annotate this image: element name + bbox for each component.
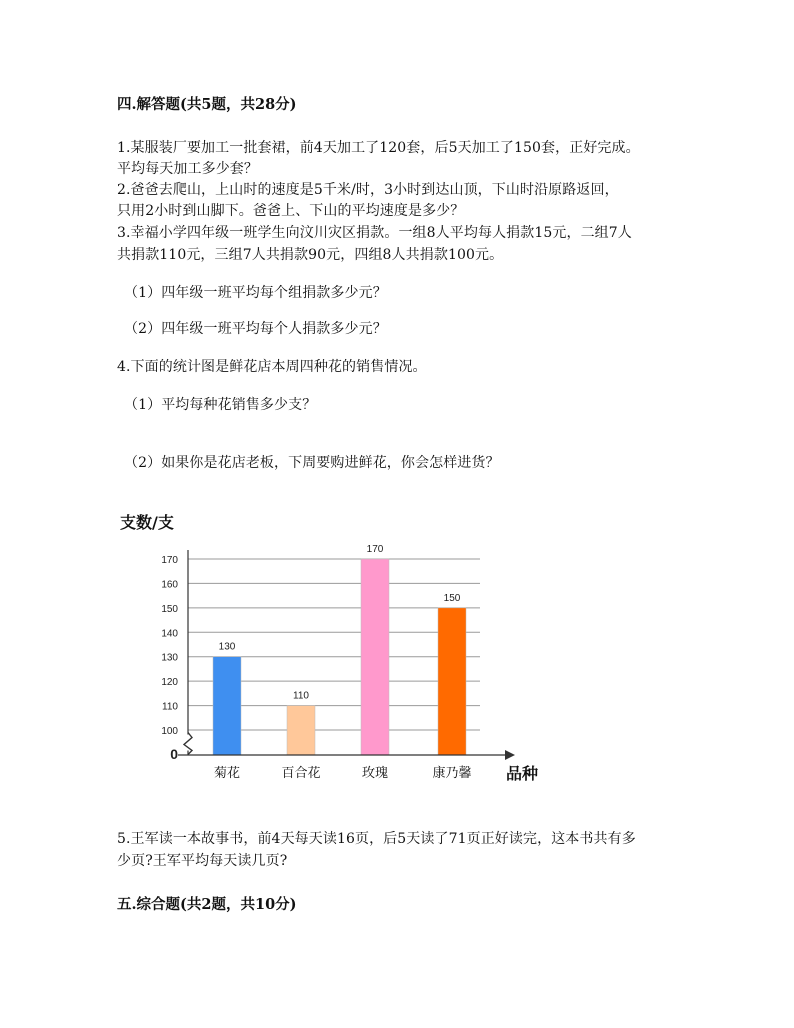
category-label: 百合花 [281, 766, 321, 781]
y-tick-label: 120 [161, 677, 178, 689]
category-label: 菊花 [213, 766, 241, 781]
question-5-line1: 5.王军读一本故事书，前4天每天读16页，后5天读了71页正好读完，这本书共有多 [117, 831, 636, 847]
category-label: 康乃馨 [432, 766, 472, 781]
data-labels [219, 544, 461, 702]
y-axis-label: 支数/支 [120, 513, 174, 532]
question-3-sub1: （1）四年级一班平均每个组捐款多少元？ [124, 285, 387, 301]
x-axis-label: 品种 [506, 764, 539, 783]
bar-菊花 [213, 657, 241, 755]
question-2-line1: 2.爸爸去爬山，上山时的速度是5千米/时，3小时到达山顶，下山时沿原路返回， [117, 182, 619, 198]
bar-百合花 [287, 706, 315, 755]
question-5-line2: 少页?王军平均每天读几页? [117, 853, 288, 869]
y-tick-label: 130 [161, 652, 178, 664]
question-4-sub2: （2）如果你是花店老板，下周要购进鲜花，你会怎样进货？ [124, 455, 500, 471]
section5-heading: 五.综合题(共2题，共10分) [117, 896, 297, 913]
bar-玫瑰 [361, 559, 389, 755]
data-label: 150 [443, 592, 461, 604]
question-4-sub1: （1）平均每种花销售多少支？ [124, 397, 317, 413]
question-1-line1: 1.某服装厂要加工一批套裙，前4天加工了120套，后5天加工了150套，正好完成。 [117, 140, 640, 156]
data-label: 130 [218, 641, 236, 653]
question-3-line1: 3.幸福小学四年级一班学生向汶川灾区捐款。一组8人平均每人捐款15元，二组7人 [117, 225, 632, 241]
question-2-line2: 只用2小时到山脚下。爸爸上、下山的平均速度是多少？ [117, 203, 465, 219]
data-label: 170 [366, 544, 384, 555]
category-labels [214, 765, 472, 781]
bar-康乃馨 [438, 608, 466, 755]
y-tick-label: 160 [161, 579, 178, 591]
data-label: 110 [293, 690, 309, 702]
question-1-line2: 平均每天加工多少套？ [117, 161, 258, 177]
y-tick-label: 170 [161, 555, 178, 566]
y-tick-label: 100 [161, 726, 178, 737]
y-tick-label: 140 [161, 628, 178, 640]
y-tick-label: 150 [161, 603, 178, 615]
y-tick-labels [161, 555, 178, 762]
x-axis-arrow [505, 750, 515, 760]
y-tick-label: 110 [162, 701, 178, 713]
category-label: 玫瑰 [361, 766, 389, 781]
flower-sales-bar-chart [110, 500, 570, 790]
question-3-sub2: （2）四年级一班平均每个人捐款多少元？ [124, 321, 387, 337]
y-tick-label: 0 [170, 746, 178, 762]
question-3-line2: 共捐款110元，三组7人共捐款90元，四组8人共捐款100元。 [117, 247, 504, 263]
question-4-line1: 4.下面的统计图是鲜花店本周四种花的销售情况。 [117, 359, 427, 375]
section4-heading: 四.解答题(共5题，共28分) [117, 96, 297, 113]
